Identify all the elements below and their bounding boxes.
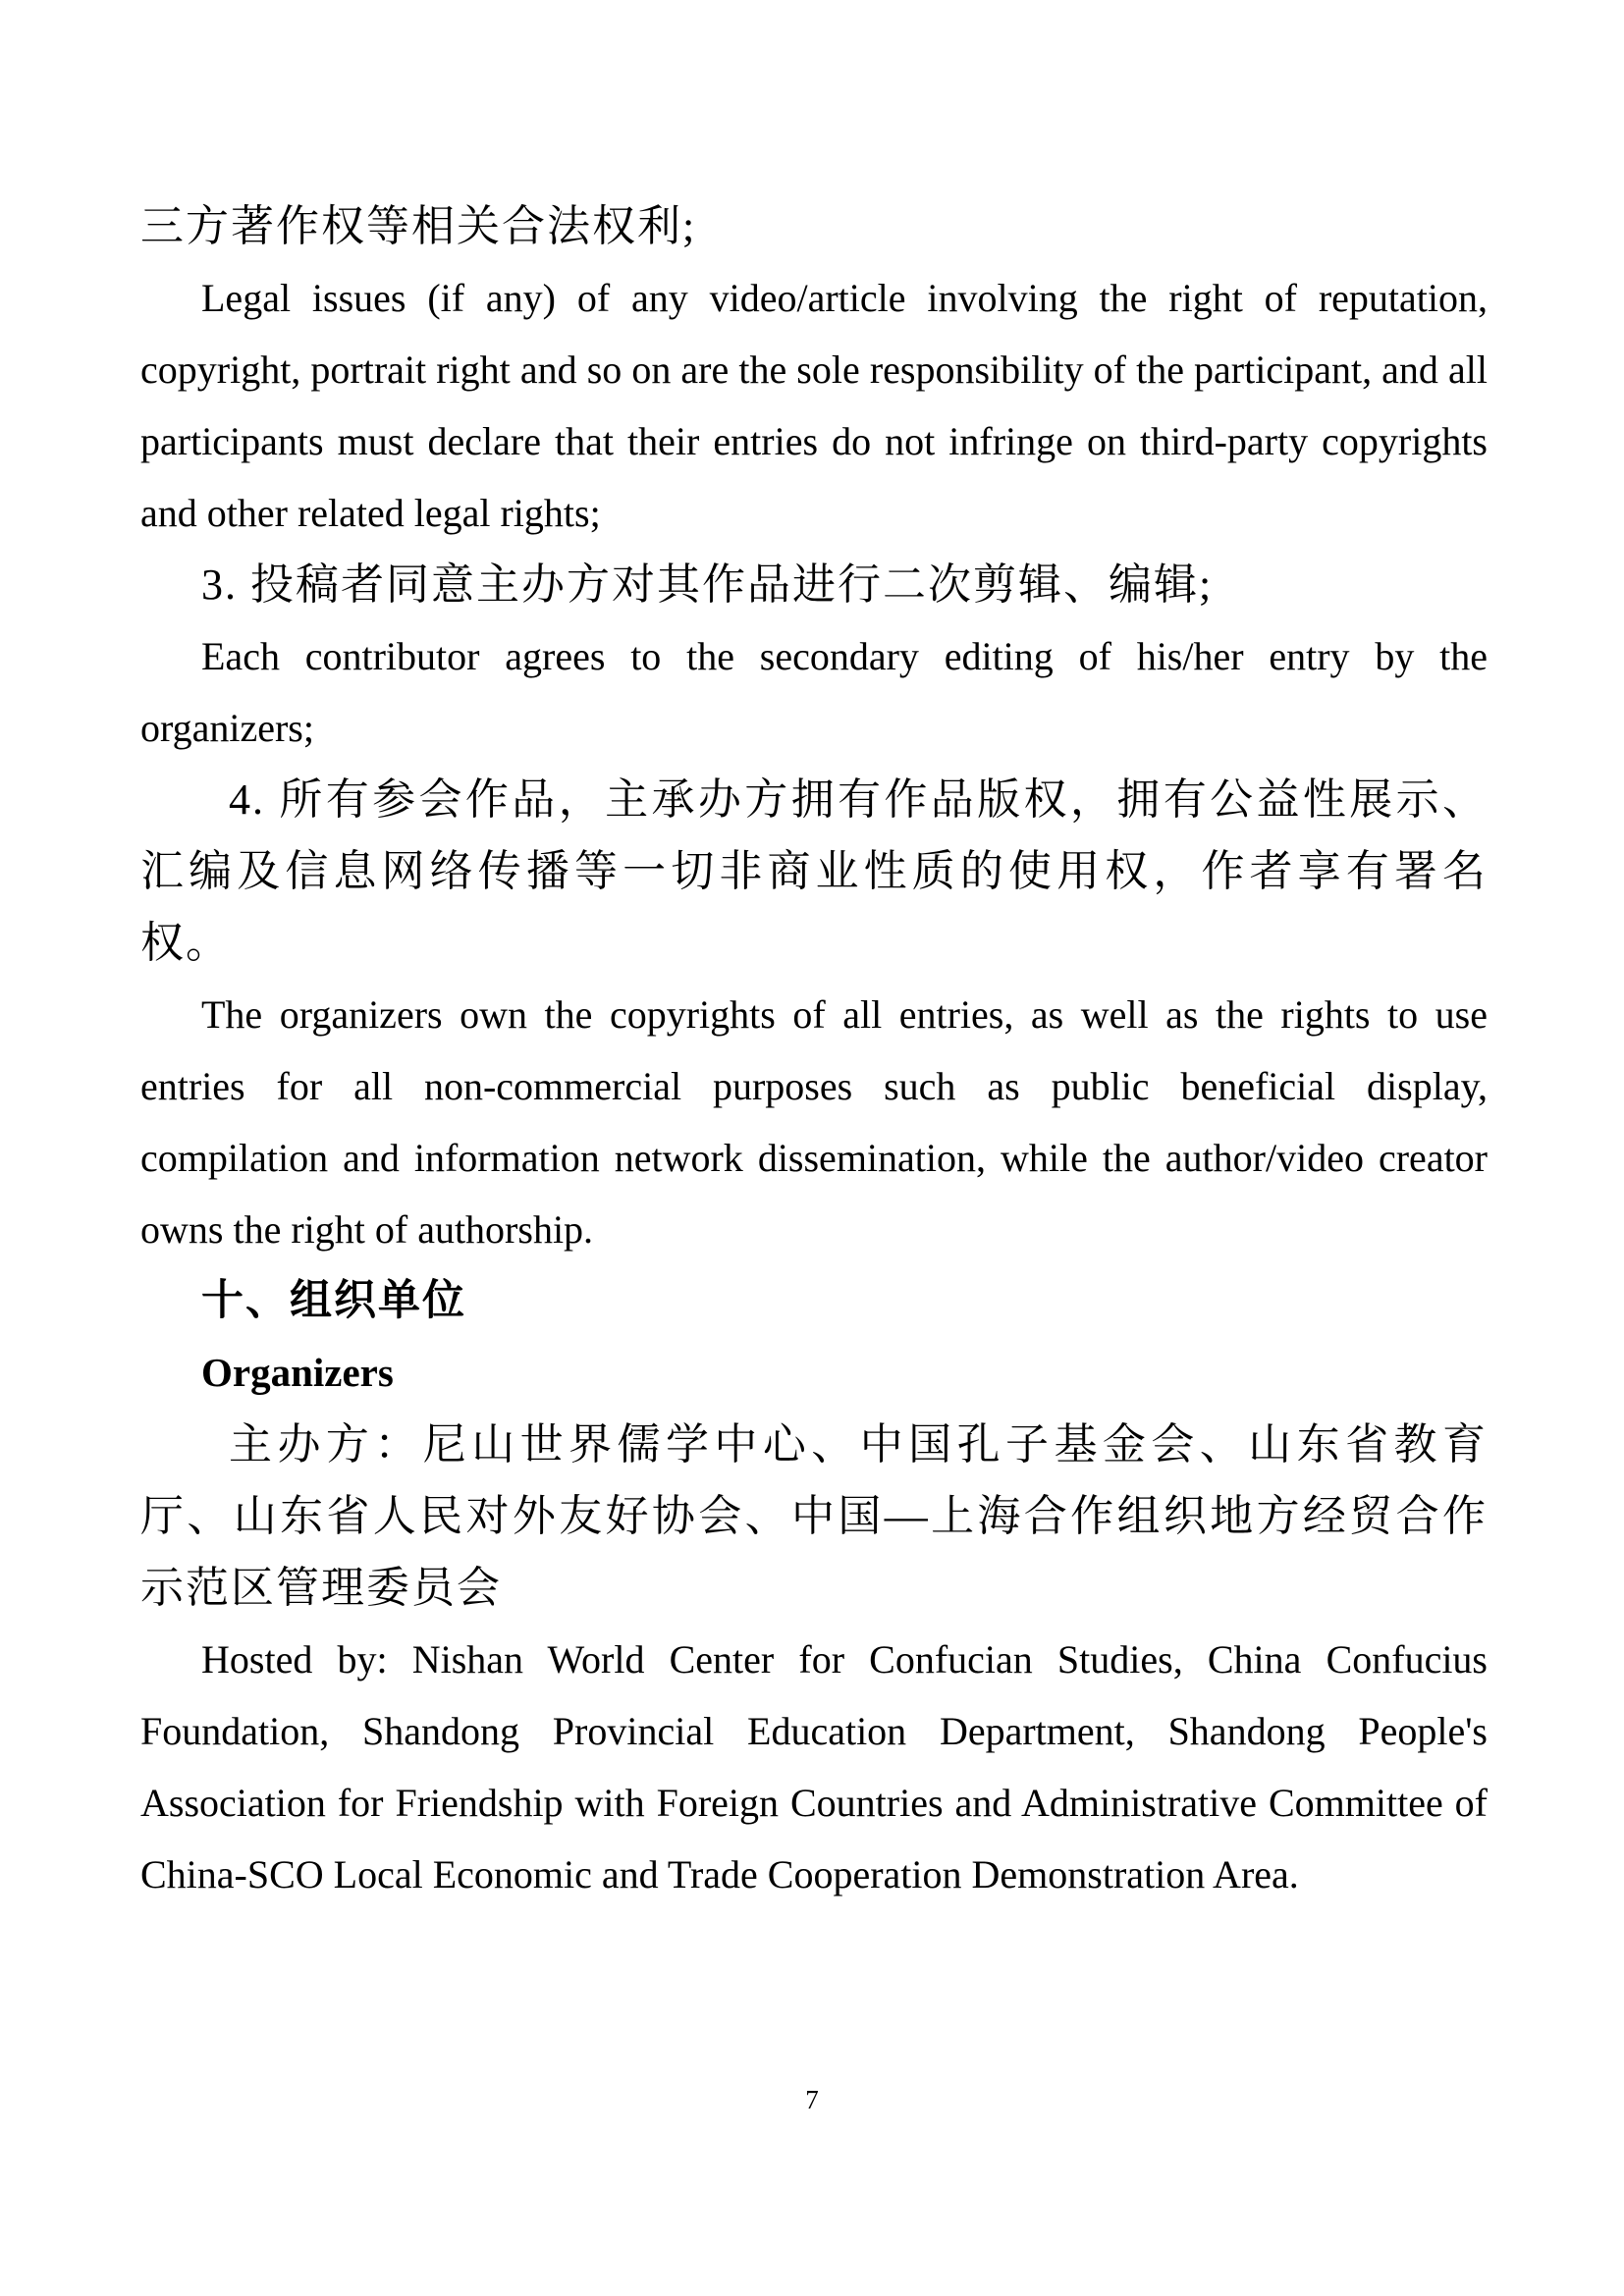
heading-en-organizers: Organizers (201, 1350, 394, 1395)
paragraph-en-legal-issues: Legal issues (if any) of any video/article involving the right of reputation, copyright, portrait right and so on are the sole responsibility of the participant, and all participants must declare that their entries do not infringe on third-party copyrights and other related legal rights; (140, 276, 1488, 535)
paragraph-en-contributor-agrees: Each contributor agrees to the secondary editing of his/her entry by the organizers; (140, 634, 1488, 750)
paragraph-zh-host-organizations: 主办方：尼山世界儒学中心、中国孔子基金会、山东省教育厅、山东省人民对外友好协会、中国—上海合作组织地方经贸合作示范区管理委员会 (140, 1420, 1488, 1612)
list-item-3-zh-secondary-editing: 3. 投稿者同意主办方对其作品进行二次剪辑、编辑; (201, 561, 1214, 609)
paragraph-en-hosted-by: Hosted by: Nishan World Center for Confucian Studies, China Confucius Foundation, Shandong Provincial Education Department, Shandong People's Association for Friendship with Foreign Countries and Administrative Committee of China-SCO Local Economic and Trade Cooperation Demonstration Area. (140, 1637, 1488, 1896)
paragraph-en-organizers-own-copyrights: The organizers own the copyrights of all entries, as well as the rights to use entries for all non-commercial purposes such as public beneficial display, compilation and information network dissemination, while the author/video creator owns the right of authorship. (140, 992, 1488, 1252)
page-body (140, 190, 1488, 1910)
heading-zh-organizing-units: 十、组织单位 (201, 1276, 466, 1325)
list-item-4-zh-copyright-ownership: 4. 所有参会作品，主承办方拥有作品版权，拥有公益性展示、汇编及信息网络传播等一切非商业性质的使用权，作者享有署名权。 (140, 775, 1488, 967)
paragraph-zh-rights-continuation: 三方著作权等相关合法权利; (140, 202, 697, 250)
page-number: 7 (805, 2085, 819, 2114)
